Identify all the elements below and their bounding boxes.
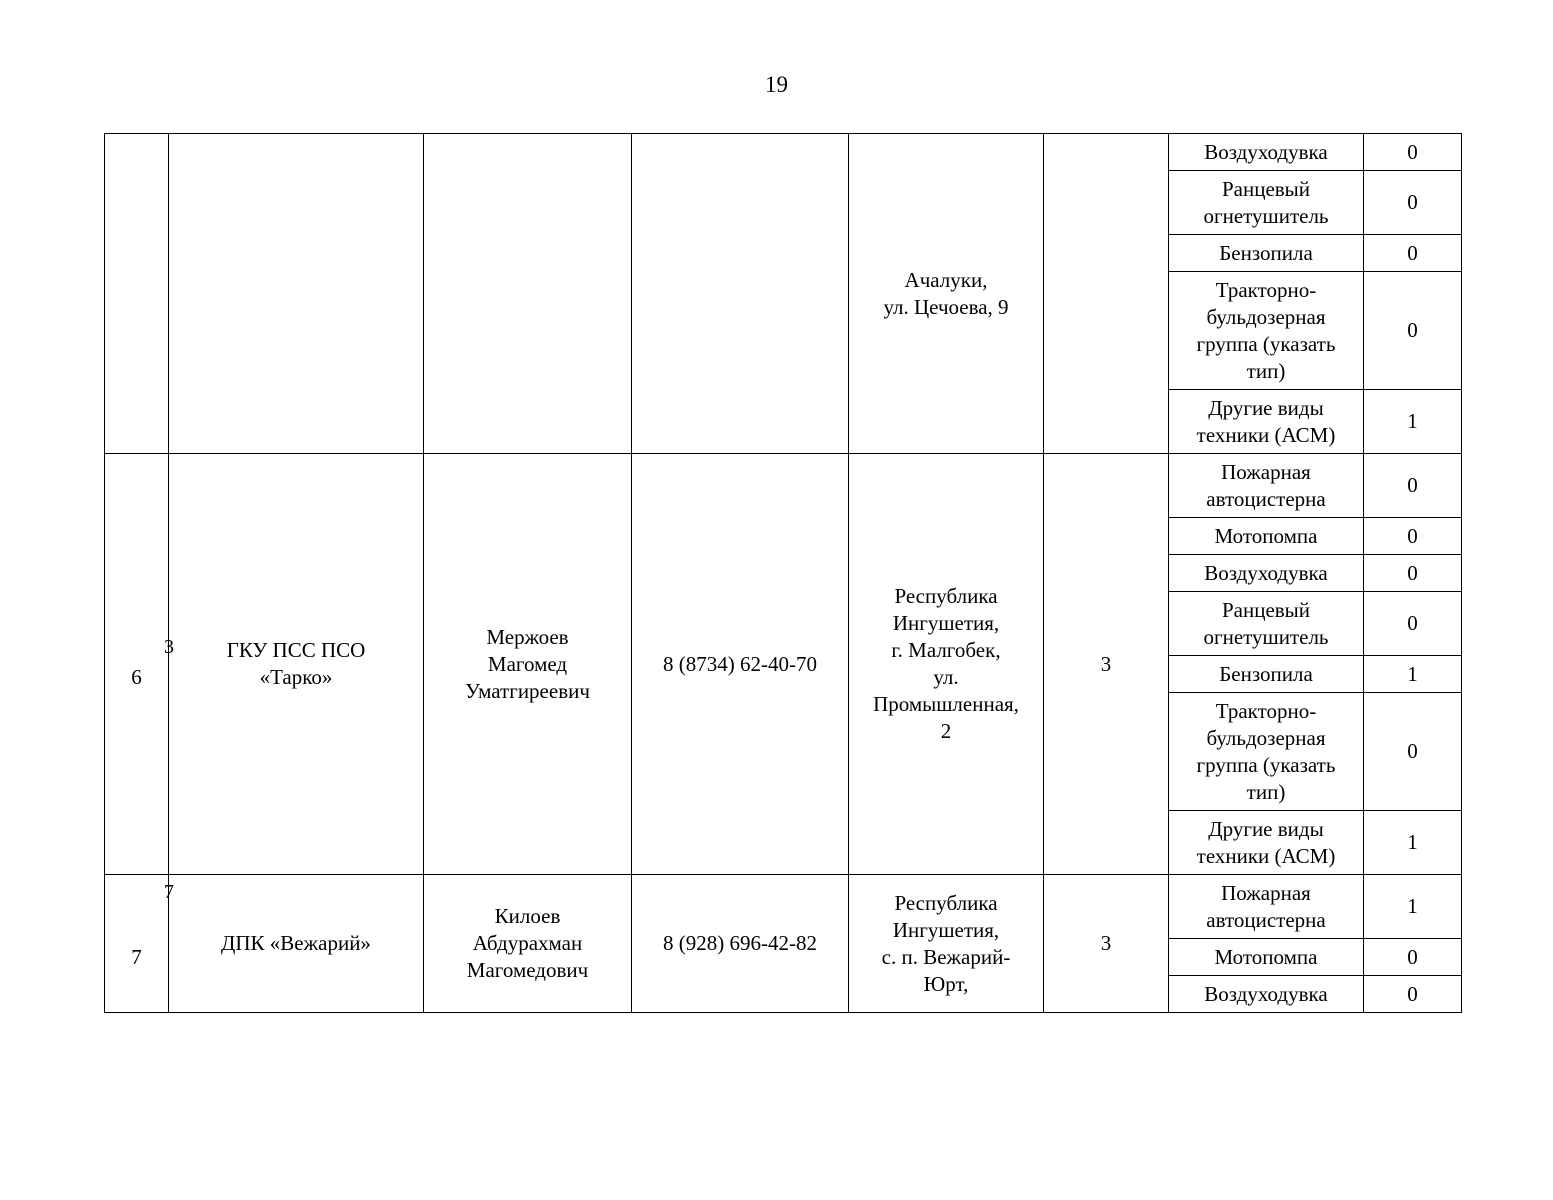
head-cell-line: Килоев (494, 904, 561, 928)
equipment-name (1169, 939, 1364, 976)
head-cell-line: Абдурахман (472, 931, 583, 955)
equipment-name (1169, 592, 1364, 656)
equipment-name-line: Пожарная (1221, 459, 1311, 484)
equipment-name-line: Ранцевый (1221, 176, 1311, 201)
equipment-count: 0 (1364, 171, 1462, 235)
equipment-count: 0 (1364, 235, 1462, 272)
equipment-name-line: Другие виды (1208, 395, 1324, 420)
address-cell-line: г. Малгобек, (891, 638, 1001, 662)
equipment-name-line: тип) (1246, 358, 1286, 383)
org-cell-line: ДПК «Вежарий» (221, 931, 371, 955)
equipment-name (1169, 134, 1364, 171)
phone-cell: 8 (8734) 62-40-70 (632, 454, 849, 875)
equipment-name-line: автоцистерна (1206, 907, 1326, 932)
num-cell (105, 134, 169, 454)
address-cell-line: Промышленная, (873, 692, 1019, 716)
address-cell-line: Юрт, (923, 971, 969, 996)
equipment-count: 1 (1364, 875, 1462, 939)
equipment-count: 0 (1364, 939, 1462, 976)
equipment-count: 1 (1364, 811, 1462, 875)
equipment-name-line: тип) (1246, 779, 1286, 804)
equipment-name-line: Воздуходувка (1204, 981, 1328, 1006)
equipment-name-line: огнетушитель (1203, 624, 1329, 649)
equipment-name (1169, 518, 1364, 555)
address-cell-line: Ингушетия, (892, 611, 1000, 635)
staff-cell: 3 (1044, 875, 1169, 1013)
equipment-name (1169, 171, 1364, 235)
equipment-name (1169, 454, 1364, 518)
page-number: 19 (765, 72, 788, 97)
equipment-name-line: группа (указать (1196, 331, 1336, 356)
org-cell (169, 134, 424, 454)
address-cell-line: ул. Цечоева, 9 (883, 294, 1009, 319)
head-cell-line: Мержоев (486, 624, 569, 649)
table-row (105, 875, 1462, 939)
phone-cell: 8 (928) 696-42-82 (632, 875, 849, 1013)
equipment-name (1169, 555, 1364, 592)
equipment-name-line: техники (АСМ) (1196, 843, 1336, 868)
head-cell-line: Магомед (487, 651, 568, 676)
equipment-count: 0 (1364, 555, 1462, 592)
staff-cell: 3 (1044, 454, 1169, 875)
equipment-name-line: Бензопила (1219, 240, 1313, 265)
equipment-name-line: Ранцевый (1221, 597, 1311, 622)
head-cell (424, 454, 632, 875)
equipment-name-line: Тракторно- (1215, 277, 1317, 302)
equipment-name (1169, 272, 1364, 390)
org-cell (169, 454, 424, 875)
equipment-name-line: Мотопомпа (1214, 944, 1318, 969)
address-cell-line: 2 (940, 719, 952, 743)
org-cell-line: «Тарко» (259, 665, 333, 689)
phone-cell (632, 134, 849, 454)
row-stray-number: 7 (164, 881, 174, 903)
equipment-count: 0 (1364, 693, 1462, 811)
head-cell-line: Уматгиреевич (465, 678, 590, 703)
equipment-count: 0 (1364, 592, 1462, 656)
address-cell (849, 454, 1044, 875)
equipment-name-line: Пожарная (1221, 880, 1311, 905)
equipment-name (1169, 235, 1364, 272)
staff-cell (1044, 134, 1169, 454)
address-cell-line: с. п. Вежарий- (881, 944, 1011, 969)
num-cell (105, 875, 174, 1013)
org-cell-line: ГКУ ПСС ПСО (226, 638, 366, 662)
head-cell (424, 134, 632, 454)
equipment-name-line: группа (указать (1196, 752, 1336, 777)
equipment-name-line: техники (АСМ) (1196, 422, 1336, 447)
org-cell (169, 875, 424, 1013)
table-row (105, 454, 1462, 518)
equipment-name-line: Воздуходувка (1204, 139, 1328, 164)
equipment-count: 0 (1364, 454, 1462, 518)
equipment-name (1169, 976, 1364, 1013)
equipment-count: 0 (1364, 976, 1462, 1013)
equipment-name (1169, 875, 1364, 939)
row-number: 7 (131, 944, 142, 969)
equipment-name (1169, 390, 1364, 454)
equipment-count: 1 (1364, 656, 1462, 693)
equipment-count: 0 (1364, 518, 1462, 555)
row-stray-number: 3 (164, 636, 174, 658)
address-cell-line: ул. (933, 665, 959, 689)
table-row (105, 134, 1462, 171)
address-cell-line: Ингушетия, (892, 917, 1000, 942)
equipment-name-line: Другие виды (1208, 816, 1324, 841)
address-cell-line: Республика (894, 584, 998, 608)
equipment-count: 1 (1364, 390, 1462, 454)
equipment-name (1169, 656, 1364, 693)
equipment-count: 0 (1364, 134, 1462, 171)
equipment-count: 0 (1364, 272, 1462, 390)
num-cell (105, 454, 174, 875)
equipment-name-line: Бензопила (1219, 661, 1313, 686)
address-cell-line: Республика (894, 890, 998, 915)
head-cell-line: Магомедович (466, 958, 589, 982)
equipment-name (1169, 811, 1364, 875)
address-cell (849, 875, 1044, 1013)
equipment-name-line: огнетушитель (1203, 203, 1329, 228)
address-cell-line: Ачалуки, (904, 267, 988, 292)
organizations-table (104, 133, 1462, 1013)
equipment-name-line: Мотопомпа (1214, 523, 1318, 548)
equipment-name-line: бульдозерная (1206, 304, 1326, 329)
equipment-name-line: Воздуходувка (1204, 560, 1328, 585)
equipment-name (1169, 693, 1364, 811)
equipment-name-line: бульдозерная (1206, 725, 1326, 750)
equipment-name-line: автоцистерна (1206, 486, 1326, 511)
equipment-name-line: Тракторно- (1215, 698, 1317, 723)
row-number: 6 (131, 665, 142, 689)
head-cell (424, 875, 632, 1013)
address-cell (849, 134, 1044, 454)
